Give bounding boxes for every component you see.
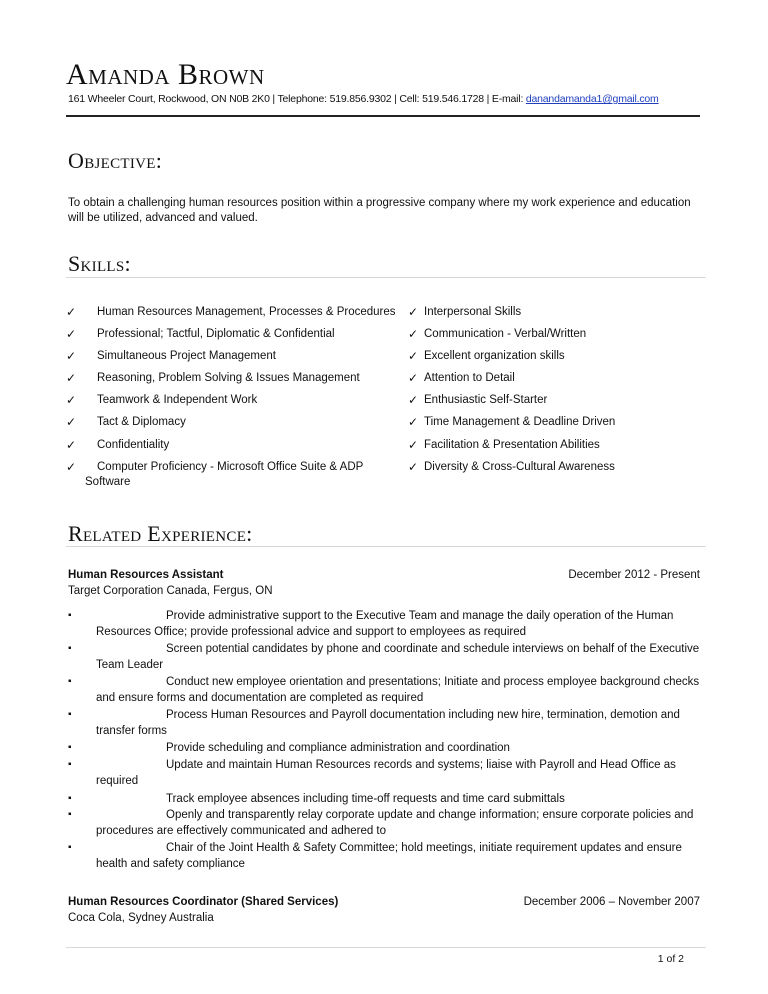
experience-heading: Related Experience: bbox=[68, 521, 253, 546]
footer-divider bbox=[66, 947, 706, 948]
header-divider bbox=[66, 115, 700, 117]
check-icon: ✓ bbox=[408, 305, 419, 319]
page-number: 1 of 2 bbox=[657, 953, 684, 965]
check-icon: ✓ bbox=[408, 460, 419, 474]
list-item: ✓ Excellent organization skills bbox=[408, 349, 565, 363]
job-title: Human Resources Coordinator (Shared Services) bbox=[68, 896, 339, 908]
bullet-icon: ▪ bbox=[68, 809, 72, 820]
check-icon: ✓ bbox=[66, 349, 77, 363]
check-icon: ✓ bbox=[408, 349, 419, 363]
list-item: ▪ Update and maintain Human Resources records and systems; liaise with Payroll and Head Office as required bbox=[68, 759, 676, 787]
job-bullets bbox=[68, 608, 708, 870]
list-item: ▪ Conduct new employee orientation and presentations; Initiate and process employee background checks and ensure forms and documentation are completed as required bbox=[68, 676, 700, 704]
skills-right-column bbox=[408, 305, 708, 495]
bullet-icon: ▪ bbox=[68, 793, 72, 804]
objective-heading: Objective: bbox=[68, 148, 163, 173]
bullet-icon: ▪ bbox=[68, 742, 72, 753]
list-item: ✓ Attention to Detail bbox=[408, 371, 515, 385]
skills-heading: Skills: bbox=[68, 251, 131, 276]
check-icon: ✓ bbox=[408, 393, 419, 407]
check-icon: ✓ bbox=[66, 371, 77, 385]
name-last: Brown bbox=[178, 58, 265, 91]
list-item: ✓ Facilitation & Presentation Abilities bbox=[408, 438, 600, 452]
objective-text: To obtain a challenging human resources position within a progressive company where my work experience and education will be utilized, advanced and valued. bbox=[68, 197, 691, 224]
list-item: ▪ Track employee absences including time-off requests and time card submittals bbox=[68, 793, 565, 805]
job-company: Target Corporation Canada, Fergus, ON bbox=[68, 585, 273, 597]
email-link[interactable]: danandamanda1@gmail.com bbox=[525, 93, 659, 105]
list-item: ✓ Enthusiastic Self-Starter bbox=[408, 393, 548, 407]
check-icon: ✓ bbox=[66, 327, 77, 341]
list-item: ✓ Professional; Tactful, Diplomatic & Confidential bbox=[66, 327, 335, 341]
list-item: ▪ Provide scheduling and compliance administration and coordination bbox=[68, 742, 510, 754]
name-first: Amanda bbox=[66, 58, 170, 91]
list-item: ▪ Screen potential candidates by phone and coordinate and schedule interviews on behalf of the Executive Team Leader bbox=[68, 643, 700, 671]
list-item: ✓ Reasoning, Problem Solving & Issues Management bbox=[66, 371, 360, 385]
check-icon: ✓ bbox=[66, 415, 77, 429]
job-dates: December 2006 – November 2007 bbox=[523, 896, 700, 908]
list-item: ✓ Interpersonal Skills bbox=[408, 305, 522, 319]
check-icon: ✓ bbox=[66, 393, 77, 407]
skills-left-column bbox=[66, 305, 406, 495]
check-icon: ✓ bbox=[66, 305, 77, 319]
bullet-icon: ▪ bbox=[68, 610, 72, 621]
skills-divider bbox=[66, 277, 706, 278]
applicant-name bbox=[66, 60, 265, 90]
check-icon: ✓ bbox=[408, 371, 419, 385]
experience-divider bbox=[66, 546, 706, 547]
list-item: ✓ Tact & Diplomacy bbox=[66, 415, 186, 429]
bullet-icon: ▪ bbox=[68, 676, 72, 687]
bullet-icon: ▪ bbox=[68, 759, 72, 770]
bullet-icon: ▪ bbox=[68, 842, 72, 853]
job-title: Human Resources Assistant bbox=[68, 569, 224, 581]
bullet-icon: ▪ bbox=[68, 643, 72, 654]
check-icon: ✓ bbox=[408, 438, 419, 452]
list-item: ✓ Communication - Verbal/Written bbox=[408, 327, 587, 341]
list-item: ✓ Time Management & Deadline Driven bbox=[408, 415, 616, 429]
list-item: ▪ Process Human Resources and Payroll documentation including new hire, termination, demotion and transfer forms bbox=[68, 709, 680, 737]
contact-details: 161 Wheeler Court, Rockwood, ON N0B 2K0 | Telephone: 519.856.9302 | Cell: 519.546.1728 | E-mail: bbox=[68, 93, 526, 105]
check-icon: ✓ bbox=[66, 438, 77, 452]
check-icon: ✓ bbox=[66, 460, 77, 474]
list-item: ▪ Openly and transparently relay corporate update and change information; ensure corporate policies and procedures are effectively communicated and adhered to bbox=[68, 809, 694, 837]
job-dates: December 2012 - Present bbox=[568, 569, 700, 581]
list-item: ✓ Human Resources Management, Processes & Procedures bbox=[66, 305, 396, 319]
bullet-icon: ▪ bbox=[68, 709, 72, 720]
list-item: ✓ Teamwork & Independent Work bbox=[66, 393, 258, 407]
check-icon: ✓ bbox=[408, 415, 419, 429]
job-company: Coca Cola, Sydney Australia bbox=[68, 912, 214, 924]
check-icon: ✓ bbox=[408, 327, 419, 341]
list-item: ✓ Diversity & Cross-Cultural Awareness bbox=[408, 460, 615, 474]
list-item: ✓ Computer Proficiency - Microsoft Office Suite & ADP Software bbox=[66, 460, 364, 488]
list-item: ✓ Confidentiality bbox=[66, 438, 170, 452]
list-item: ▪ Chair of the Joint Health & Safety Committee; hold meetings, initiate requirement updates and ensure health and safety compliance bbox=[68, 842, 682, 870]
list-item: ▪ Provide administrative support to the Executive Team and manage the daily operation of the Human Resources Office; provide professional advice and support to employees as required bbox=[68, 610, 674, 638]
list-item: ✓ Simultaneous Project Management bbox=[66, 349, 276, 363]
contact-line bbox=[68, 93, 659, 106]
